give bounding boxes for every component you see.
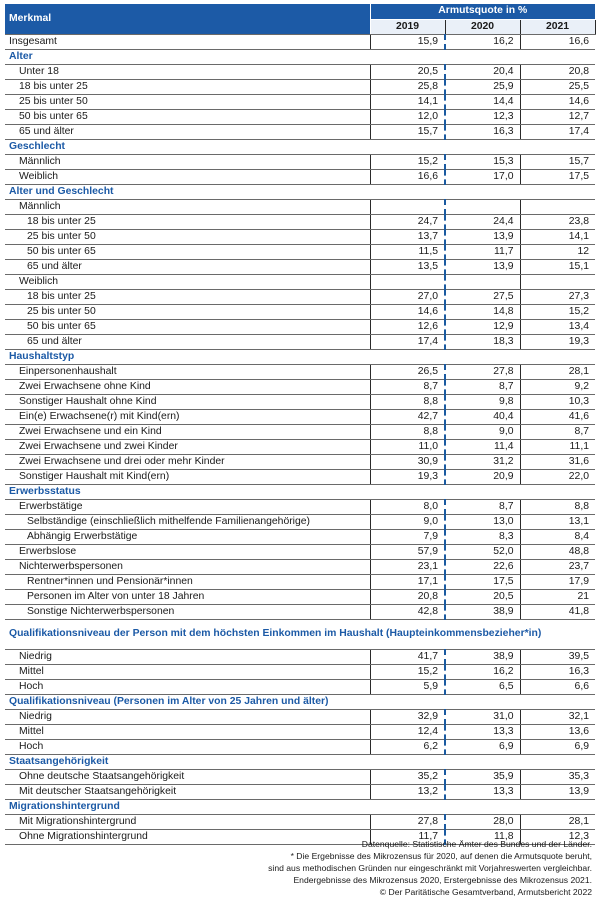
table-row [5,544,595,559]
value-2019: 30,9 [370,454,445,469]
section-label: Alter und Geschlecht [5,184,595,199]
table-row [5,79,595,94]
value-2020: 52,0 [445,544,520,559]
row-label: 18 bis unter 25 [5,289,370,304]
value-2020: 18,3 [445,334,520,349]
row-label: Ein(e) Erwachsene(r) mit Kind(ern) [5,409,370,424]
value-2021: 17,4 [520,124,595,139]
table-row [5,664,595,679]
row-label: Mittel [5,664,370,679]
row-label: Sonstiger Haushalt ohne Kind [5,394,370,409]
value-2021: 20,8 [520,64,595,79]
value-2020: 17,0 [445,169,520,184]
table-row [5,169,595,184]
value-2020: 38,9 [445,649,520,664]
value-2019: 57,9 [370,544,445,559]
row-label: Abhängig Erwerbstätige [5,529,370,544]
value-2020: 13,3 [445,724,520,739]
table-row [5,304,595,319]
value-2021: 28,1 [520,814,595,829]
section-header [5,694,595,709]
table-row [5,64,595,79]
row-label: Nichterwerbspersonen [5,559,370,574]
value-2021: 8,7 [520,424,595,439]
value-2019: 8,7 [370,379,445,394]
value-2021: 13,4 [520,319,595,334]
table-row [5,499,595,514]
table-row [5,229,595,244]
value-2019: 11,0 [370,439,445,454]
value-2019: 15,9 [370,34,445,49]
value-2021: 15,7 [520,154,595,169]
value-2021: 28,1 [520,364,595,379]
table-row [5,259,595,274]
table-row [5,334,595,349]
row-label: Weiblich [5,274,370,289]
value-2019: 27,8 [370,814,445,829]
section-header [5,49,595,64]
table-row [5,109,595,124]
value-2020: 13,3 [445,784,520,799]
value-2021: 39,5 [520,649,595,664]
value-2020: 8,7 [445,499,520,514]
table-row [5,589,595,604]
value-2019: 42,7 [370,409,445,424]
table-row [5,274,595,289]
value-2021: 11,1 [520,439,595,454]
value-2021: 23,8 [520,214,595,229]
value-2021: 19,3 [520,334,595,349]
table-row [5,154,595,169]
value-2020: 17,5 [445,574,520,589]
value-2021: 16,6 [520,34,595,49]
value-2020: 13,0 [445,514,520,529]
value-2019: 20,8 [370,589,445,604]
section-label: Haushaltstyp [5,349,595,364]
section-header [5,184,595,199]
value-2020: 25,9 [445,79,520,94]
row-label: 65 und älter [5,124,370,139]
value-2020: 14,8 [445,304,520,319]
row-label: 25 bis unter 50 [5,304,370,319]
value-2021: 6,9 [520,739,595,754]
value-2021: 12,3 [520,829,595,844]
table-row [5,604,595,619]
row-label: 65 und älter [5,334,370,349]
row-label: 18 bis unter 25 [5,79,370,94]
value-2019: 13,7 [370,229,445,244]
value-2020: 8,3 [445,529,520,544]
value-2020: 16,2 [445,664,520,679]
value-2021: 16,3 [520,664,595,679]
value-2019: 41,7 [370,649,445,664]
value-2020: 16,2 [445,34,520,49]
table-body [5,34,595,844]
section-label: Erwerbsstatus [5,484,595,499]
value-2019: 15,2 [370,154,445,169]
value-2019: 7,9 [370,529,445,544]
row-label: Weiblich [5,169,370,184]
value-2021: 12,7 [520,109,595,124]
row-label: Erwerbstätige [5,499,370,514]
footnote-note-3: Endergebnisse des Mikrozensus 2020, Erstergebnisse des Mikrozensus 2021. [293,875,592,885]
value-2019: 12,4 [370,724,445,739]
value-2021: 21 [520,589,595,604]
value-2019: 17,4 [370,334,445,349]
value-2020: 20,5 [445,589,520,604]
footnote-copyright: © Der Paritätische Gesamtverband, Armutsbericht 2022 [379,887,592,897]
value-2020: 35,9 [445,769,520,784]
table-row [5,709,595,724]
value-2019: 17,1 [370,574,445,589]
row-label: 50 bis unter 65 [5,244,370,259]
value-2021: 15,1 [520,259,595,274]
value-2019: 20,5 [370,64,445,79]
row-label: 18 bis unter 25 [5,214,370,229]
table-row [5,214,595,229]
value-2021: 13,9 [520,784,595,799]
value-2019: 9,0 [370,514,445,529]
value-2021: 12 [520,244,595,259]
value-2020 [445,199,520,214]
value-2019: 27,0 [370,289,445,304]
section-label: Alter [5,49,595,64]
table-row [5,289,595,304]
section-label: Geschlecht [5,139,595,154]
value-2019: 8,8 [370,424,445,439]
value-2020: 38,9 [445,604,520,619]
value-2020: 28,0 [445,814,520,829]
row-label: Mit Migrationshintergrund [5,814,370,829]
value-2019: 11,7 [370,829,445,844]
value-2020: 31,0 [445,709,520,724]
value-2019: 5,9 [370,679,445,694]
row-label: Männlich [5,199,370,214]
table-row [5,439,595,454]
value-2021: 15,2 [520,304,595,319]
value-2019: 8,8 [370,394,445,409]
row-label: Zwei Erwachsene und ein Kind [5,424,370,439]
value-2019: 25,8 [370,79,445,94]
row-label: Rentner*innen und Pensionär*innen [5,574,370,589]
row-label: 65 und älter [5,259,370,274]
table-row [5,574,595,589]
section-label: Migrationshintergrund [5,799,595,814]
value-2020: 11,8 [445,829,520,844]
value-2020: 27,5 [445,289,520,304]
value-2019: 16,6 [370,169,445,184]
value-2019: 12,6 [370,319,445,334]
value-2019: 6,2 [370,739,445,754]
value-2021: 48,8 [520,544,595,559]
value-2021: 27,3 [520,289,595,304]
value-2020: 13,9 [445,259,520,274]
row-label: Selbständige (einschließlich mithelfende Familienangehörige) [5,514,370,529]
table-row [5,784,595,799]
value-2021 [520,199,595,214]
value-2020: 11,4 [445,439,520,454]
table-row [5,724,595,739]
row-label: Einpersonenhaushalt [5,364,370,379]
value-2019 [370,199,445,214]
row-label: Insgesamt [5,34,370,49]
value-2021: 31,6 [520,454,595,469]
value-2020: 12,9 [445,319,520,334]
footnote-note-2: sind aus methodischen Gründen nur eingeschränkt mit Vorjahreswerten vergleichbar. [268,863,592,873]
value-2021: 35,3 [520,769,595,784]
value-2020: 16,3 [445,124,520,139]
table-row [5,34,595,49]
value-2020: 11,7 [445,244,520,259]
table-row [5,199,595,214]
table-row [5,379,595,394]
value-2019: 24,7 [370,214,445,229]
value-2019: 15,7 [370,124,445,139]
value-2019: 14,6 [370,304,445,319]
value-2020: 27,8 [445,364,520,379]
table-row [5,454,595,469]
table-row [5,739,595,754]
row-label: Mit deutscher Staatsangehörigkeit [5,784,370,799]
value-2021: 41,8 [520,604,595,619]
table-row [5,559,595,574]
value-2019: 26,5 [370,364,445,379]
table-row [5,514,595,529]
value-2019: 14,1 [370,94,445,109]
value-2021: 6,6 [520,679,595,694]
table-row [5,679,595,694]
value-2019: 8,0 [370,499,445,514]
value-2021 [520,274,595,289]
row-label: 50 bis unter 65 [5,319,370,334]
row-label: Ohne Migrationshintergrund [5,829,370,844]
value-2019: 12,0 [370,109,445,124]
poverty-rate-table-container [5,4,595,845]
value-2020: 14,4 [445,94,520,109]
value-2021: 8,8 [520,499,595,514]
header-year-2020: 2020 [445,19,520,34]
row-label: Sonstige Nichterwerbspersonen [5,604,370,619]
value-2020: 12,3 [445,109,520,124]
header-group: Armutsquote in % [370,4,595,19]
value-2019 [370,274,445,289]
section-header [5,139,595,154]
value-2021: 17,9 [520,574,595,589]
value-2020: 13,9 [445,229,520,244]
header-year-2019: 2019 [370,19,445,34]
value-2021: 9,2 [520,379,595,394]
value-2020: 6,9 [445,739,520,754]
table-row [5,649,595,664]
table-row [5,319,595,334]
header-year-2021: 2021 [520,19,595,34]
row-label: 25 bis unter 50 [5,94,370,109]
header-merkmal: Merkmal [5,4,370,34]
row-label: Hoch [5,679,370,694]
row-label: Hoch [5,739,370,754]
value-2020: 20,9 [445,469,520,484]
row-label: Mittel [5,724,370,739]
value-2021: 14,6 [520,94,595,109]
value-2020: 9,0 [445,424,520,439]
table-row [5,94,595,109]
poverty-rate-table [5,4,596,845]
section-header [5,484,595,499]
value-2020: 22,6 [445,559,520,574]
value-2020: 31,2 [445,454,520,469]
section-header [5,349,595,364]
row-label: Sonstiger Haushalt mit Kind(ern) [5,469,370,484]
footnotes [32,838,592,898]
value-2019: 42,8 [370,604,445,619]
row-label: Männlich [5,154,370,169]
row-label: Ohne deutsche Staatsangehörigkeit [5,769,370,784]
row-label: 50 bis unter 65 [5,109,370,124]
value-2019: 15,2 [370,664,445,679]
value-2019: 19,3 [370,469,445,484]
table-row [5,529,595,544]
section-header [5,754,595,769]
value-2019: 23,1 [370,559,445,574]
table-header [5,4,595,34]
value-2020: 8,7 [445,379,520,394]
value-2021: 8,4 [520,529,595,544]
value-2021: 13,6 [520,724,595,739]
value-2020 [445,274,520,289]
value-2019: 13,2 [370,784,445,799]
value-2020: 20,4 [445,64,520,79]
value-2020: 15,3 [445,154,520,169]
value-2019: 11,5 [370,244,445,259]
value-2021: 10,3 [520,394,595,409]
table-row [5,364,595,379]
value-2021: 22,0 [520,469,595,484]
row-label: Niedrig [5,709,370,724]
footnote-note-1: * Die Ergebnisse des Mikrozensus für 2020, auf denen die Armutsquote beruht, [290,851,592,861]
value-2021: 23,7 [520,559,595,574]
table-row [5,814,595,829]
value-2019: 13,5 [370,259,445,274]
table-row [5,469,595,484]
row-label: Zwei Erwachsene und zwei Kinder [5,439,370,454]
row-label: Personen im Alter von unter 18 Jahren [5,589,370,604]
value-2020: 24,4 [445,214,520,229]
value-2021: 14,1 [520,229,595,244]
footnote-source: Datenquelle: Statistische Ämter des Bundes und der Länder. [361,839,592,849]
value-2020: 6,5 [445,679,520,694]
section-header [5,799,595,814]
section-label: Qualifikationsniveau (Personen im Alter von 25 Jahren und älter) [5,694,595,709]
value-2019: 35,2 [370,769,445,784]
value-2021: 17,5 [520,169,595,184]
row-label: Zwei Erwachsene und drei oder mehr Kinder [5,454,370,469]
value-2021: 41,6 [520,409,595,424]
table-row [5,769,595,784]
table-row [5,424,595,439]
row-label: 25 bis unter 50 [5,229,370,244]
section-label: Qualifikationsniveau der Person mit dem höchsten Einkommen im Haushalt (Haupteinkommensbezieher*in) [5,619,595,649]
section-label: Staatsangehörigkeit [5,754,595,769]
value-2019: 32,9 [370,709,445,724]
table-row [5,124,595,139]
row-label: Zwei Erwachsene ohne Kind [5,379,370,394]
table-row [5,394,595,409]
row-label: Erwerbslose [5,544,370,559]
value-2020: 40,4 [445,409,520,424]
section-header [5,619,595,649]
value-2020: 9,8 [445,394,520,409]
row-label: Niedrig [5,649,370,664]
value-2021: 13,1 [520,514,595,529]
value-2021: 32,1 [520,709,595,724]
value-2021: 25,5 [520,79,595,94]
row-label: Unter 18 [5,64,370,79]
table-row [5,409,595,424]
table-row [5,244,595,259]
